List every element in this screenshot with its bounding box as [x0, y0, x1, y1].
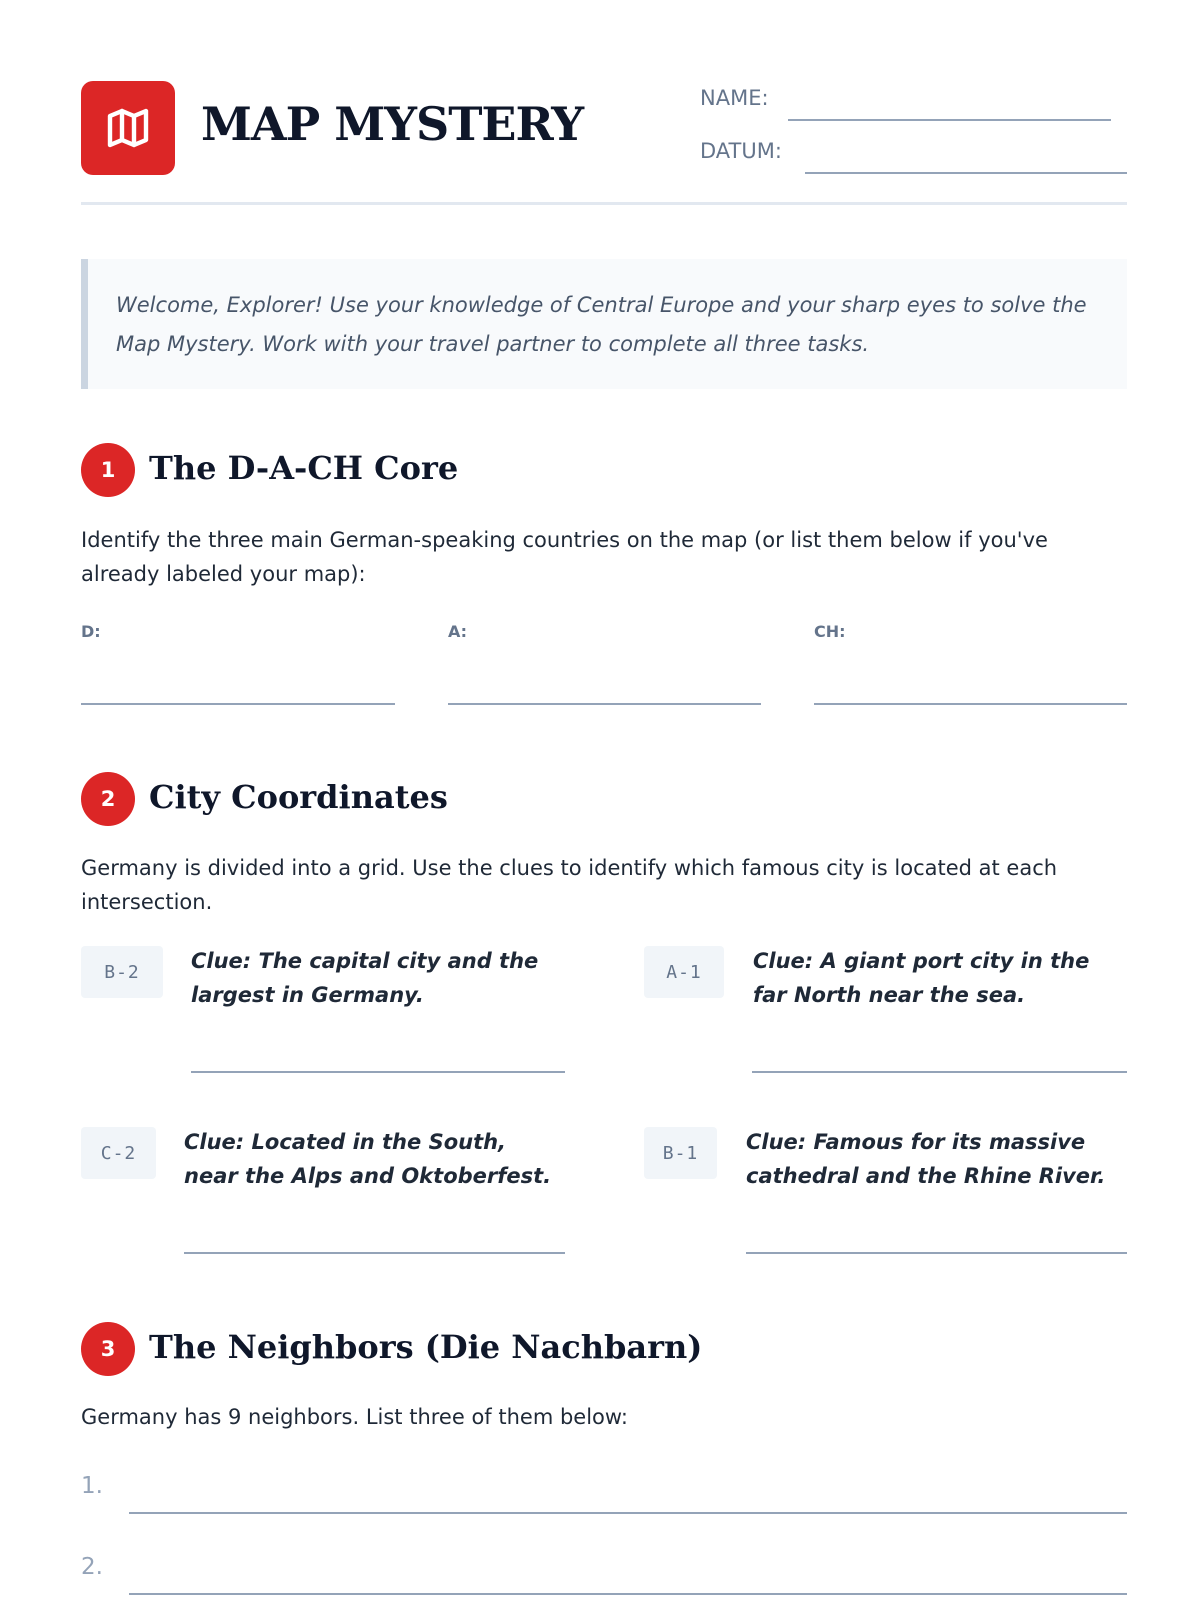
grid-badge-c2: C-2 — [81, 1127, 156, 1179]
field-label-d: D: — [81, 622, 101, 641]
section-2-instructions: Germany is divided into a grid. Use the clues to identify which famous city is located at each intersection. — [81, 856, 1058, 914]
section-1-number-badge: 1 — [81, 443, 135, 497]
worksheet-page — [81, 0, 1127, 1600]
map-icon — [81, 81, 175, 175]
name-label: NAME: — [700, 86, 769, 110]
section-3-instructions: Germany has 9 neighbors. List three of them below: — [81, 1405, 628, 1429]
neighbor-answer-field-2[interactable] — [129, 1593, 1127, 1595]
page-title: MAP MYSTERY — [201, 97, 584, 151]
intro-box — [81, 259, 1127, 389]
field-label-ch: CH: — [814, 622, 846, 641]
section-2-title: City Coordinates — [149, 778, 448, 816]
date-label: DATUM: — [700, 139, 782, 163]
intro-text: Welcome, Explorer! Use your knowledge of Central Europe and your sharp eyes to solve the Map Mystery. Work with your travel partner to complete all three tasks. — [116, 293, 1087, 356]
grid-badge-b2: B-2 — [81, 946, 163, 998]
clue-text-a1: Clue: A giant port city in the far North near the sea. — [753, 949, 1090, 1007]
worksheet-header — [81, 81, 1127, 205]
grid-badge-a1: A-1 — [644, 946, 724, 998]
field-label-a: A: — [448, 622, 468, 641]
answer-field-d[interactable] — [81, 703, 395, 705]
answer-field-a1[interactable] — [752, 1071, 1127, 1073]
grid-badge-b1: B-1 — [644, 1127, 717, 1179]
answer-field-c2[interactable] — [184, 1252, 565, 1254]
section-1-instructions: Identify the three main German-speaking countries on the map (or list them below if you've already labeled your map): — [81, 528, 1048, 586]
answer-field-b2[interactable] — [191, 1071, 565, 1073]
clue-text-b1: Clue: Famous for its massive cathedral and the Rhine River. — [746, 1130, 1106, 1188]
section-3-number-badge: 3 — [81, 1322, 135, 1376]
name-field[interactable] — [788, 119, 1111, 121]
answer-field-a[interactable] — [448, 703, 761, 705]
list-item-number-1: 1. — [81, 1473, 103, 1499]
answer-field-b1[interactable] — [746, 1252, 1127, 1254]
date-field[interactable] — [805, 172, 1127, 174]
neighbor-answer-field-1[interactable] — [129, 1512, 1127, 1514]
list-item-number-2: 2. — [81, 1554, 103, 1580]
section-2-number-badge: 2 — [81, 772, 135, 826]
answer-field-ch[interactable] — [814, 703, 1127, 705]
clue-text-b2: Clue: The capital city and the largest in Germany. — [191, 949, 539, 1007]
section-3-title: The Neighbors (Die Nachbarn) — [149, 1328, 703, 1366]
section-1-title: The D-A-CH Core — [149, 449, 459, 487]
clue-text-c2: Clue: Located in the South, near the Alps and Oktoberfest. — [184, 1130, 552, 1188]
